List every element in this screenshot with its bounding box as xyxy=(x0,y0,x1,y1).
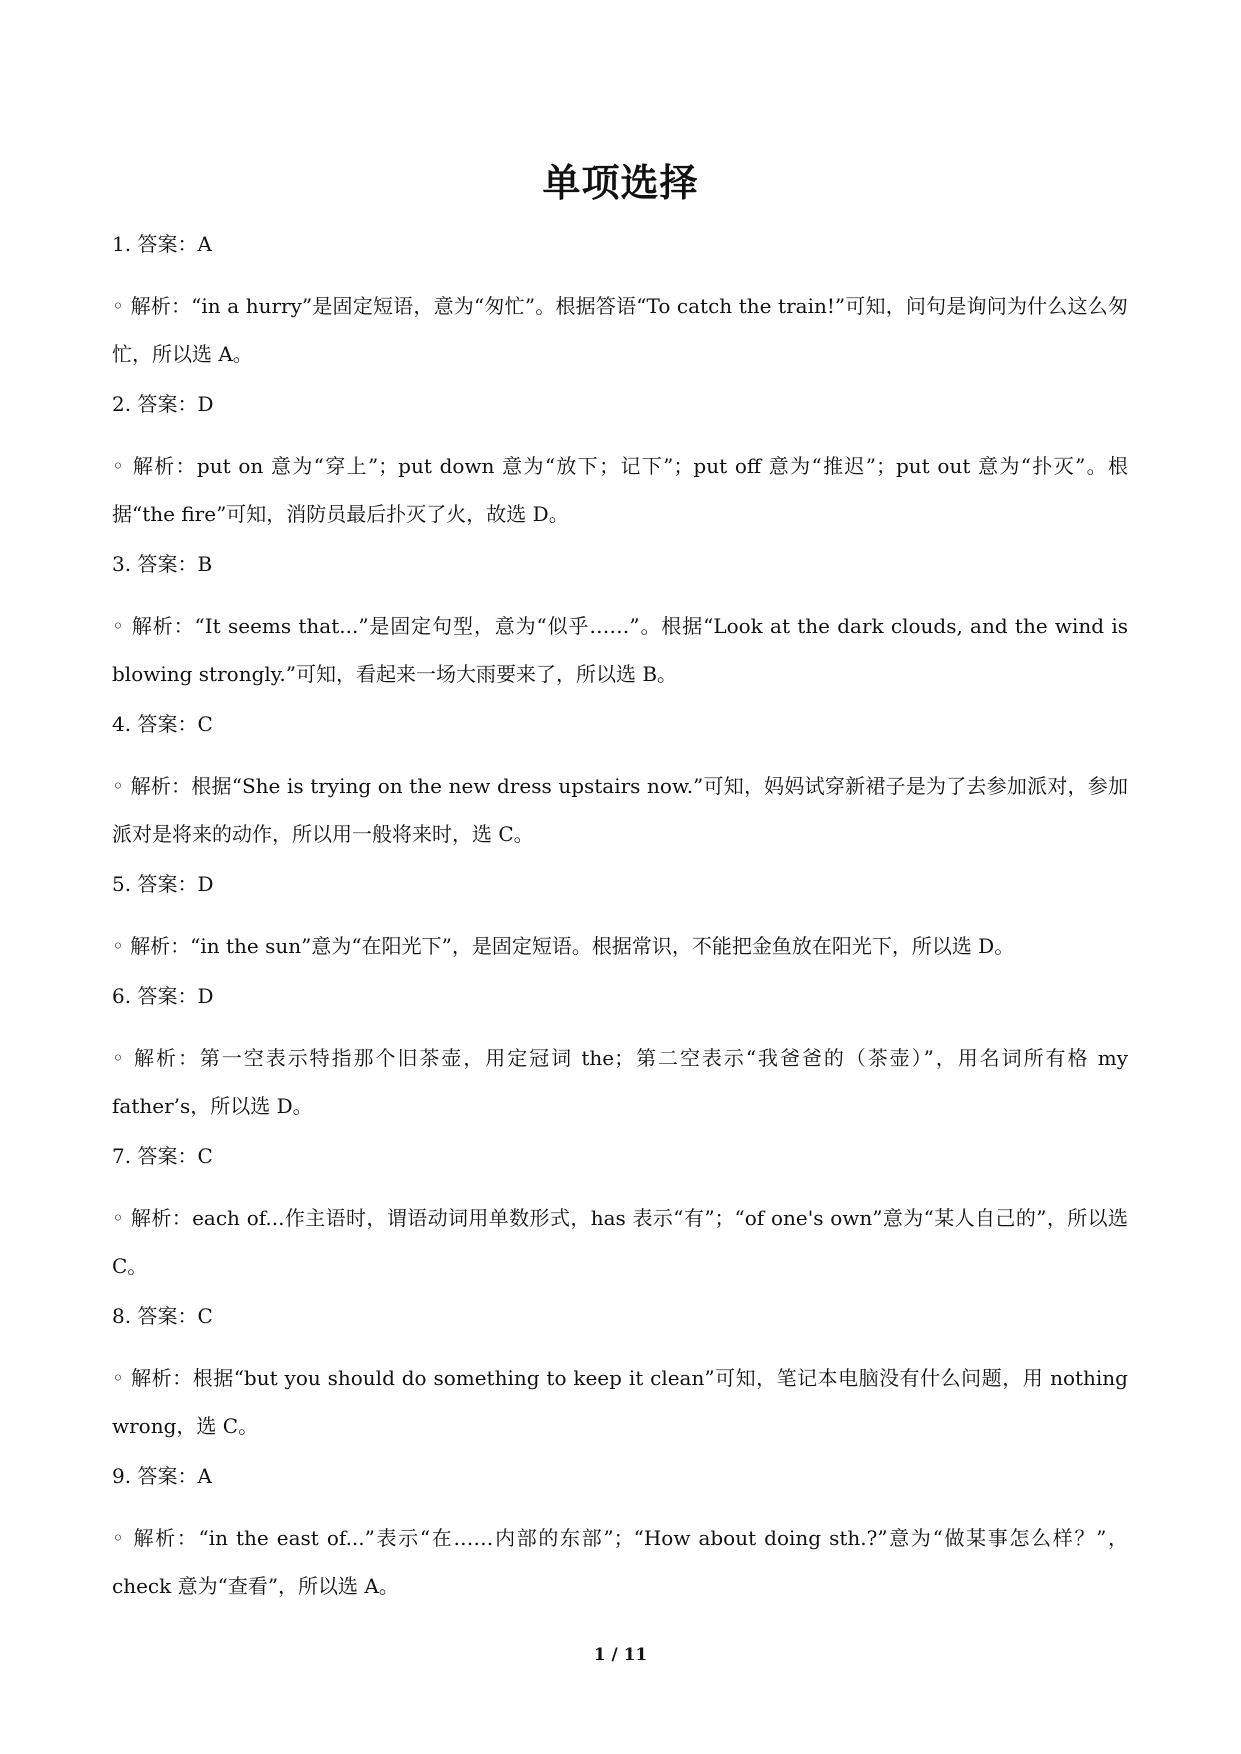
analysis-text: ◦ 解析：第一空表示特指那个旧茶壶，用定冠词 the；第二空表示“我爸爸的（茶壶）”，用名词所有格 my father’s，所以选 D。 xyxy=(112,1046,1128,1118)
analysis-text: ◦ 解析：put on 意为“穿上”；put down 意为“放下；记下”；put off 意为“推迟”；put out 意为“扑灭”。根据“the fire”可知，消防员最后扑灭了火，故选 D。 xyxy=(112,454,1128,526)
analysis-text: ◦ 解析：“in the east of...”表示“在……内部的东部”；“How about doing sth.?”意为“做某事怎么样？”，check 意为“查看”，所以选 A。 xyxy=(112,1526,1128,1598)
answer-line: 8. 答案：C xyxy=(112,1304,213,1328)
list-item xyxy=(112,548,1128,698)
list-item xyxy=(112,1300,1128,1450)
list-item xyxy=(112,1460,1128,1610)
list-item xyxy=(112,980,1128,1130)
answer-line: 6. 答案：D xyxy=(112,984,214,1008)
page-number: 1 / 11 xyxy=(593,1645,648,1665)
analysis-text: ◦ 解析：“in the sun”意为“在阳光下”，是固定短语。根据常识，不能把金鱼放在阳光下，所以选 D。 xyxy=(112,934,1015,958)
answer-line: 4. 答案：C xyxy=(112,712,213,736)
analysis-text: ◦ 解析：“It seems that...”是固定句型，意为“似乎……”。根据“Look at the dark clouds, and the wind is blowing strongly.”可知，看起来一场大雨要来了，所以选 B。 xyxy=(112,614,1128,686)
analysis-text: ◦ 解析：根据“but you should do something to keep it clean”可知，笔记本电脑没有什么问题，用 nothing wrong，选 C。 xyxy=(112,1366,1128,1438)
answer-line: 1. 答案：A xyxy=(112,232,212,256)
analysis-text: ◦ 解析：根据“She is trying on the new dress upstairs now.”可知，妈妈试穿新裙子是为了去参加派对，参加派对是将来的动作，所以用一般将来时，选 C。 xyxy=(112,774,1128,846)
analysis-text: ◦ 解析：each of...作主语时，谓语动词用单数形式，has 表示“有”；“of one's own”意为“某人自己的”，所以选 C。 xyxy=(112,1206,1128,1278)
list-item xyxy=(112,868,1128,970)
answer-line: 7. 答案：C xyxy=(112,1144,213,1168)
answer-line: 2. 答案：D xyxy=(112,392,214,416)
list-item xyxy=(112,388,1128,538)
list-item xyxy=(112,708,1128,858)
answer-line: 3. 答案：B xyxy=(112,552,213,576)
list-item xyxy=(112,1140,1128,1290)
answer-list xyxy=(112,228,1128,1620)
list-item xyxy=(112,228,1128,378)
analysis-text: ◦ 解析：“in a hurry”是固定短语，意为“匆忙”。根据答语“To catch the train!”可知，问句是询问为什么这么匆忙，所以选 A。 xyxy=(112,294,1128,366)
answer-line: 5. 答案：D xyxy=(112,872,214,896)
page-title: 单项选择 xyxy=(542,161,699,205)
answer-line: 9. 答案：A xyxy=(112,1464,212,1488)
